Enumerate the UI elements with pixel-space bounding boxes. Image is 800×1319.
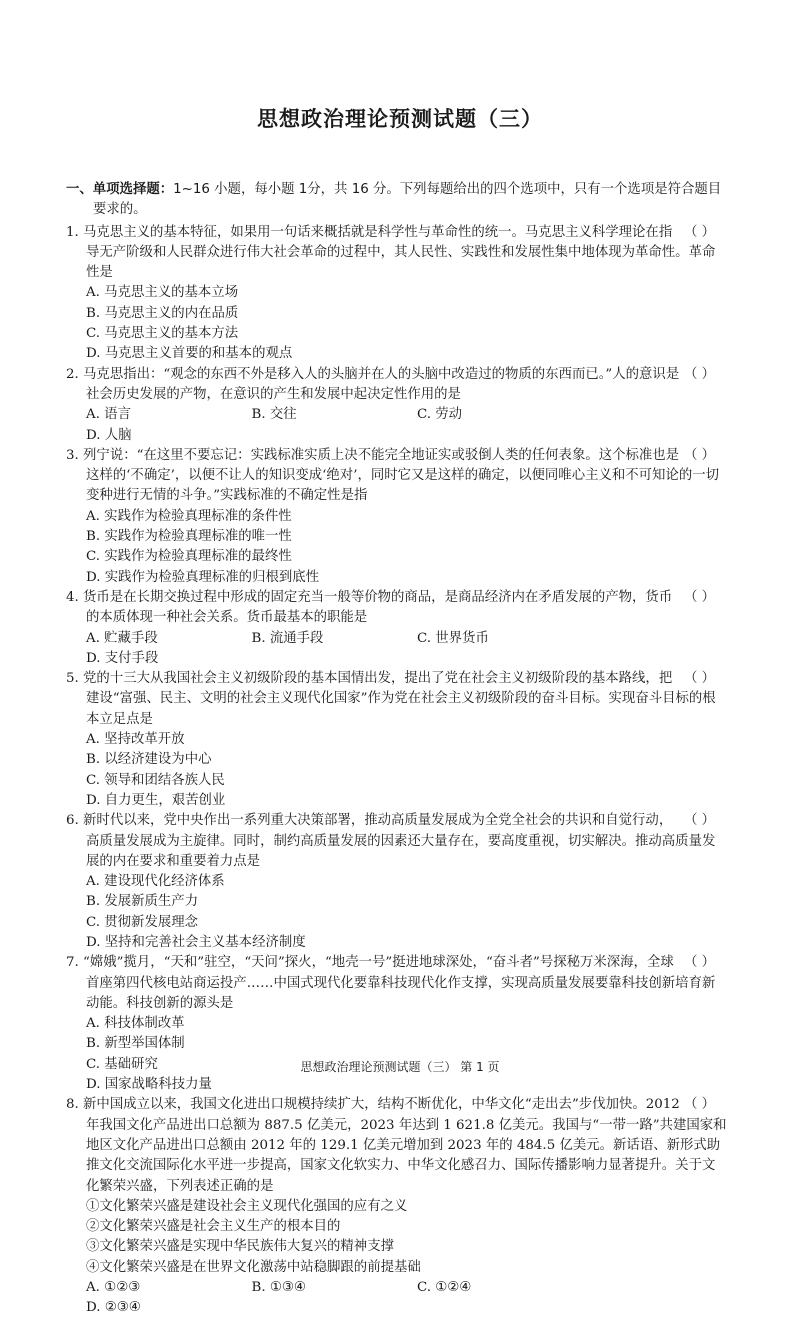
section-instructions: 1~16 小题，每小题 1分，共 16 分。下列每题给出的四个选项中，只有一个选项是符合题目要求的。 [93,182,722,218]
question-stem [66,953,728,1014]
question-text: 1. 马克思主义的基本特征，如果用一句话来概括就是科学性与革命性的统一。马克思主义科学理论在指导无产阶级和人民群众进行伟大社会革命的过程中，其人民性、实践性和发展性集中地体现为革命性。革命性是 [66,224,716,281]
option-item: D. 马克思主义首要的和基本的观点 [86,346,293,362]
answer-paren: （ ） [684,589,716,605]
page-footer: 思想政治理论预测试题（三） 第 1 页 [300,1060,500,1074]
question-text: 6. 新时代以来，党中央作出一系列重大决策部署，推动高质量发展成为全党全社会的共识和自觉行动，高质量发展成为主旋律。同时，制约高质量发展的因素还大量存在，要高度重视，切实解决。推动高质量发展的内在要求和重要着力点是 [66,813,716,869]
option-item: B. 发展新质生产力 [86,894,199,910]
option-item: C. 劳动 [417,407,463,423]
answer-paren: （ ） [684,813,716,829]
question-stem [66,588,728,629]
option-item: A. 坚持改革开放 [86,732,185,748]
question-stem [66,365,728,406]
option-item: D. ②③④ [86,1300,141,1316]
options-group [66,629,728,670]
answer-paren: （ ） [684,955,716,971]
option-item: B. 流通手段 [251,630,324,646]
answer-paren: （ ） [684,447,716,463]
option-item: B. 实践作为检验真理标准的唯一性 [86,529,292,545]
question-stem [66,669,728,730]
option-item: D. 实践作为检验真理标准的归根到底性 [86,569,320,585]
question-text: 3. 列宁说：“在这里不要忘记：实践标准实质上决不能完全地证实或驳倒人类的任何表象。这个标准也是这样的‘不确定’，以便不让人的知识变成‘绝对’，同时它又是这样的确定，以便同唯心主义和不可知论的一切变种进行无情的斗争。”实践标准的不确定性是指 [66,447,719,504]
option-item: B. ①③④ [251,1280,306,1296]
question-text: 2. 马克思指出：“观念的东西不外是移入人的头脑并在人的头脑中改造过的物质的东西而已。”人的意识是社会历史发展的产物，在意识的产生和发展中起决定性作用的是 [66,366,680,402]
section-label: 一、单项选择题： [66,182,174,197]
answer-paren: （ ） [684,671,716,687]
option-item: D. 支付手段 [86,650,159,666]
question-text: 4. 货币是在长期交换过程中形成的固定充当一般等价物的商品，是商品经济内在矛盾发展的产物，货币的本质体现一种社会关系。货币最基本的职能是 [66,589,673,626]
statement-item: ③文化繁荣兴盛是实现中华民族伟大复兴的精神支撑 [86,1239,394,1255]
options-group [66,1278,728,1319]
option-item: A. 科技体制改革 [86,1016,185,1032]
option-item: A. 实践作为检验真理标准的条件性 [86,508,292,524]
option-item: A. ①②③ [86,1280,141,1296]
options-group [66,507,728,588]
options-group [66,872,728,953]
option-item: D. 人脑 [86,427,132,443]
options-group [66,405,728,446]
option-item: C. 世界货币 [417,630,489,646]
option-item: B. 以经济建设为中心 [86,752,212,768]
option-item: D. 坚持和完善社会主义基本经济制度 [86,934,306,950]
option-item: C. 马克思主义的基本方法 [86,326,239,342]
question-stem [66,446,728,507]
option-item: B. 交往 [251,407,297,423]
question-stem [66,811,728,872]
option-item: C. 领导和团结各族人民 [86,772,225,788]
option-item: A. 建设现代化经济体系 [86,874,225,890]
question-text: 5. 党的十三大从我国社会主义初级阶段的基本国情出发，提出了党在社会主义初级阶段的基本路线，把建设“富强、民主、文明的社会主义现代化国家”作为党在社会主义初级阶段的奋斗目标。实现奋斗目标的根本立足点是 [66,671,716,727]
answer-paren: （ ） [684,1097,716,1113]
option-item: A. 语言 [86,407,131,423]
statement-item: ④文化繁荣兴盛是在世界文化激荡中站稳脚跟的前提基础 [86,1259,421,1275]
page-title: 思想政治理论预测试题（三） [257,107,543,131]
answer-paren: （ ） [684,224,716,240]
option-item: A. 贮藏手段 [86,630,158,646]
question-list [66,223,728,1319]
answer-paren: （ ） [684,366,716,382]
question-text: 8. 新中国成立以来，我国文化进出口规模持续扩大，结构不断优化，中华文化“走出去”步伐加快。2012 年我国文化产品进出口总额为 887.5 亿美元，2023 年达到 1 621.8 亿美元。我国与“一带一路”共建国家和地区文化产品进出口总额由 2012 年的 129.1 亿美元增加到 2023 年的 484.5 亿美元。新话语、新形式助推文化交流国际化水平进一步提高，国家文化软实力、中华文化感召力、国际传播影响力显著提升。关于文化繁荣兴盛，下列表述正确的是 [66,1097,727,1194]
statement-item: ②文化繁荣兴盛是社会主义生产的根本目的 [86,1219,341,1235]
option-item: C. 基础研究 [86,1056,158,1072]
option-item: A. 马克思主义的基本立场 [86,285,239,301]
section-header [66,180,728,221]
exam-content [66,180,728,1319]
question-stem [66,1095,728,1196]
option-item: D. 自力更生，艰苦创业 [86,792,226,808]
option-item: B. 马克思主义的内在品质 [86,305,239,321]
option-item: C. ①②④ [417,1280,472,1296]
statement-item: ①文化繁荣兴盛是建设社会主义现代化强国的应有之义 [86,1198,408,1214]
question-text: 7. “嫦娥”揽月，“天和”驻空，“天问”探火，“地壳一号”挺进地球深处，“奋斗者”号探秘万米深海，全球首座第四代核电站商运投产……中国式现代化要靠科技现代化作支撑，实现高质量发展要靠科技创新培育新动能。科技创新的源头是 [66,955,716,1011]
option-item: C. 实践作为检验真理标准的最终性 [86,549,292,565]
option-item: C. 贯彻新发展理念 [86,914,199,930]
question-stem [66,223,728,284]
option-item: D. 国家战略科技力量 [86,1077,212,1093]
options-group [66,1014,728,1095]
options-group [66,730,728,811]
options-group [66,283,728,364]
option-item: B. 新型举国体制 [86,1036,185,1052]
